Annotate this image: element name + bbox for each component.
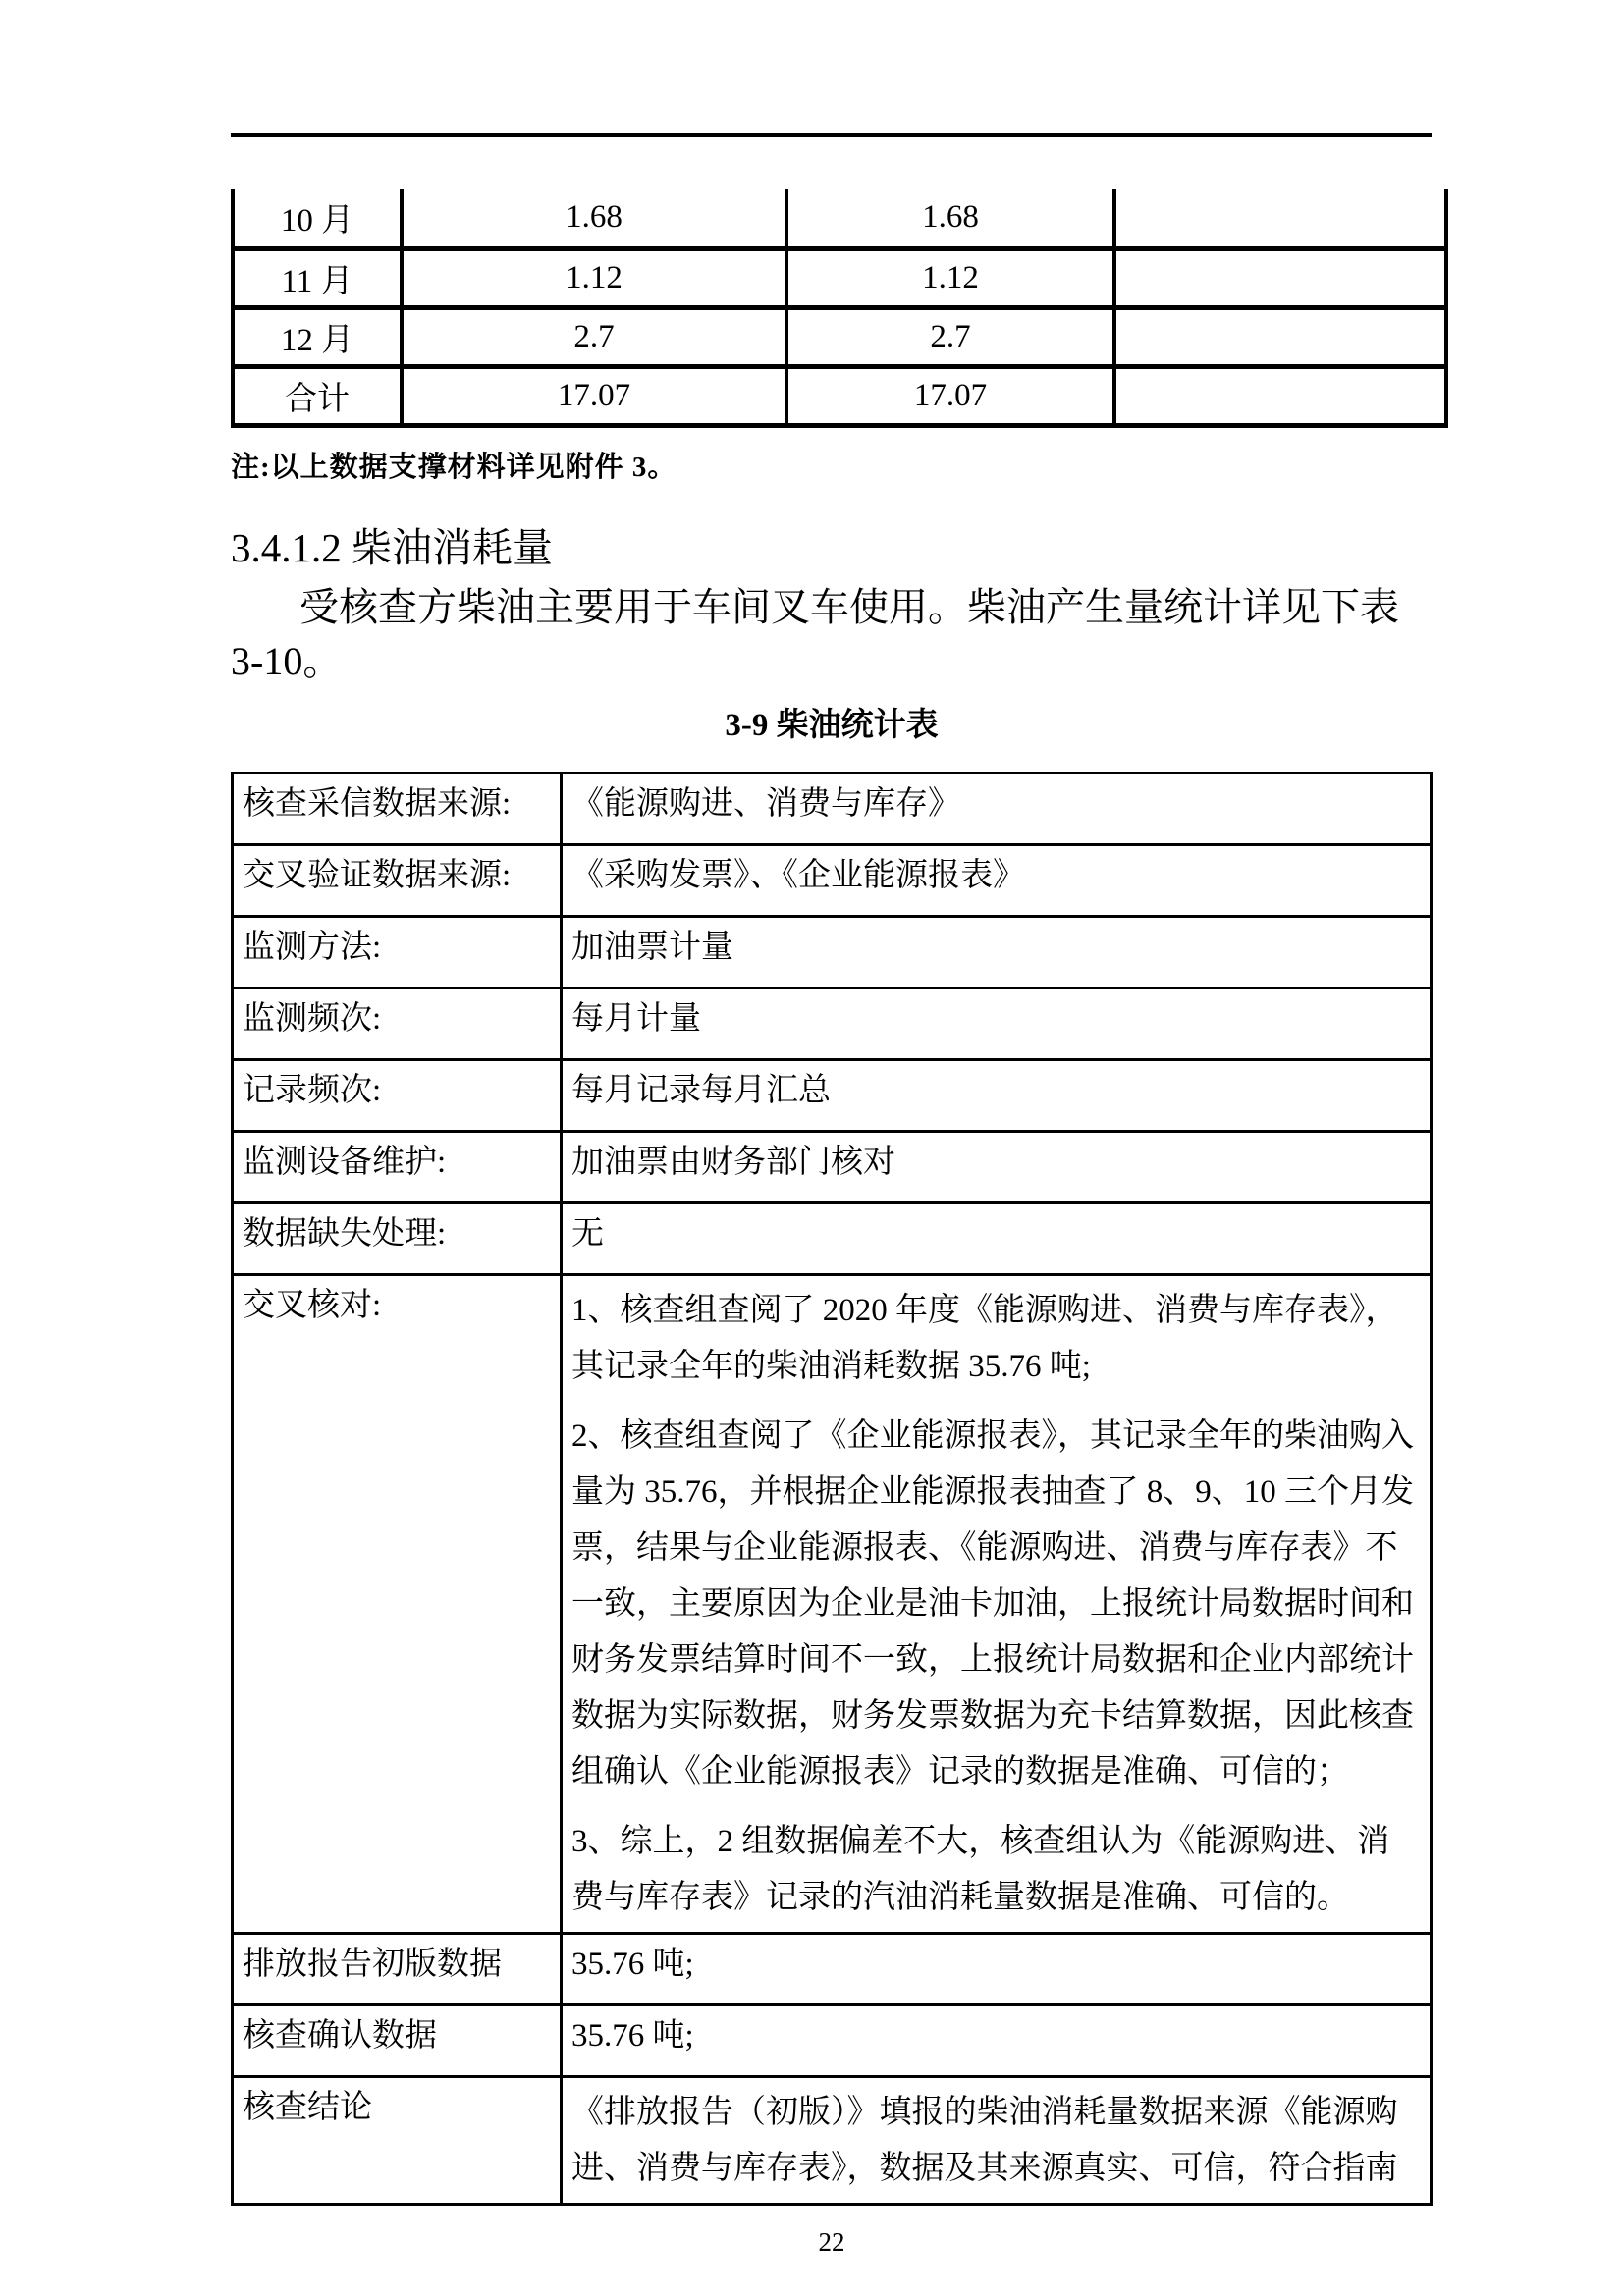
stat-value: 35.76 吨;: [562, 2004, 1432, 2076]
stat-value: 《采购发票》、《企业能源报表》: [562, 844, 1432, 916]
stat-value: 每月计量: [562, 988, 1432, 1059]
stat-label: 核查确认数据: [233, 2004, 562, 2076]
table-row: [233, 844, 1432, 916]
diesel-statistics-table: [231, 772, 1433, 2206]
table-row: [233, 916, 1432, 988]
stat-value-conclusion: 《排放报告（初版）》填报的柴油消耗量数据来源《能源购进、消费与库存表》，数据及其来源真实、可信，符合指南: [562, 2076, 1432, 2204]
value-cell: 1.68: [402, 189, 786, 248]
stat-label: 监测设备维护:: [233, 1131, 562, 1202]
page-content: [231, 133, 1433, 2258]
table-note: 注:以上数据支撑材料详见附件 3。: [231, 451, 677, 483]
value-cell: 1.12: [786, 248, 1114, 307]
table-row-total: [233, 366, 1446, 425]
value-cell: 1.12: [402, 248, 786, 307]
cross-check-paragraph: 2、核查组查阅了《企业能源报表》，其记录全年的柴油购入量为 35.76，并根据企业能源报表抽查了 8、9、10 三个月发票，结果与企业能源报表、《能源购进、消费与库存表》不一致，主要原因为企业是油卡加油，上报统计局数据时间和财务发票结算时间不一致，上报统计局数据和企业内部统计数据为实际数据，财务发票数据为充卡结算数据，因此核查组确认《企业能源报表》记录的数据是准确、可信的；: [571, 1417, 1414, 1789]
section-heading: 3.4.1.2 柴油消耗量: [231, 524, 553, 570]
stat-value: 《能源购进、消费与库存》: [562, 773, 1432, 844]
cross-check-paragraph: 3、综上，2 组数据偏差不大，核查组认为《能源购进、消费与库存表》记录的汽油消耗量数据是准确、可信的。: [571, 1823, 1390, 1915]
table-row: [233, 1202, 1432, 1274]
empty-cell: [1114, 189, 1446, 248]
total-label-cell: 合计: [233, 366, 402, 425]
stat-label: 监测方法:: [233, 916, 562, 988]
month-values-table: [231, 189, 1448, 428]
empty-cell: [1114, 307, 1446, 366]
stat-value: 每月记录每月汇总: [562, 1059, 1432, 1131]
value-cell: 2.7: [786, 307, 1114, 366]
cross-check-paragraph: 1、核查组查阅了 2020 年度《能源购进、消费与库存表》，其记录全年的柴油消耗数据 35.76 吨;: [571, 1292, 1398, 1384]
stat-value: 加油票计量: [562, 916, 1432, 988]
table-row-conclusion: [233, 2076, 1432, 2204]
table-row: [233, 307, 1446, 366]
stat-label: 记录频次:: [233, 1059, 562, 1131]
stat-label: 排放报告初版数据: [233, 1933, 562, 2004]
section-paragraph: 受核查方柴油主要用于车间叉车使用。柴油产生量统计详见下表 3-10。: [231, 584, 1399, 683]
table-row: [233, 2004, 1432, 2076]
stat-label: 交叉验证数据来源:: [233, 844, 562, 916]
table-row-cross-check: [233, 1274, 1432, 1933]
stat-value-cross-check: [562, 1274, 1432, 1933]
empty-cell: [1114, 366, 1446, 425]
table-row: [233, 1059, 1432, 1131]
table-row: [233, 1933, 1432, 2004]
stat-label: 核查结论: [233, 2076, 562, 2204]
value-cell: 1.68: [786, 189, 1114, 248]
table-row: [233, 773, 1432, 844]
table-row: [233, 248, 1446, 307]
stat-label: 数据缺失处理:: [233, 1202, 562, 1274]
page-number: 22: [818, 2226, 845, 2257]
total-value-cell: 17.07: [786, 366, 1114, 425]
total-value-cell: 17.07: [402, 366, 786, 425]
stat-label: 监测频次:: [233, 988, 562, 1059]
month-cell: 12 月: [233, 307, 402, 366]
table-row: [233, 189, 1446, 248]
stat-value: 35.76 吨;: [562, 1933, 1432, 2004]
month-cell: 11 月: [233, 248, 402, 307]
empty-cell: [1114, 248, 1446, 307]
stat-value: 加油票由财务部门核对: [562, 1131, 1432, 1202]
stat-value: 无: [562, 1202, 1432, 1274]
stats-table-title: 3-9 柴油统计表: [725, 707, 939, 743]
month-cell: 10 月: [233, 189, 402, 248]
stat-label: 交叉核对:: [233, 1274, 562, 1933]
table-row: [233, 1131, 1432, 1202]
value-cell: 2.7: [402, 307, 786, 366]
page-header-rule: [231, 133, 1432, 137]
stat-label: 核查采信数据来源:: [233, 773, 562, 844]
table-row: [233, 988, 1432, 1059]
